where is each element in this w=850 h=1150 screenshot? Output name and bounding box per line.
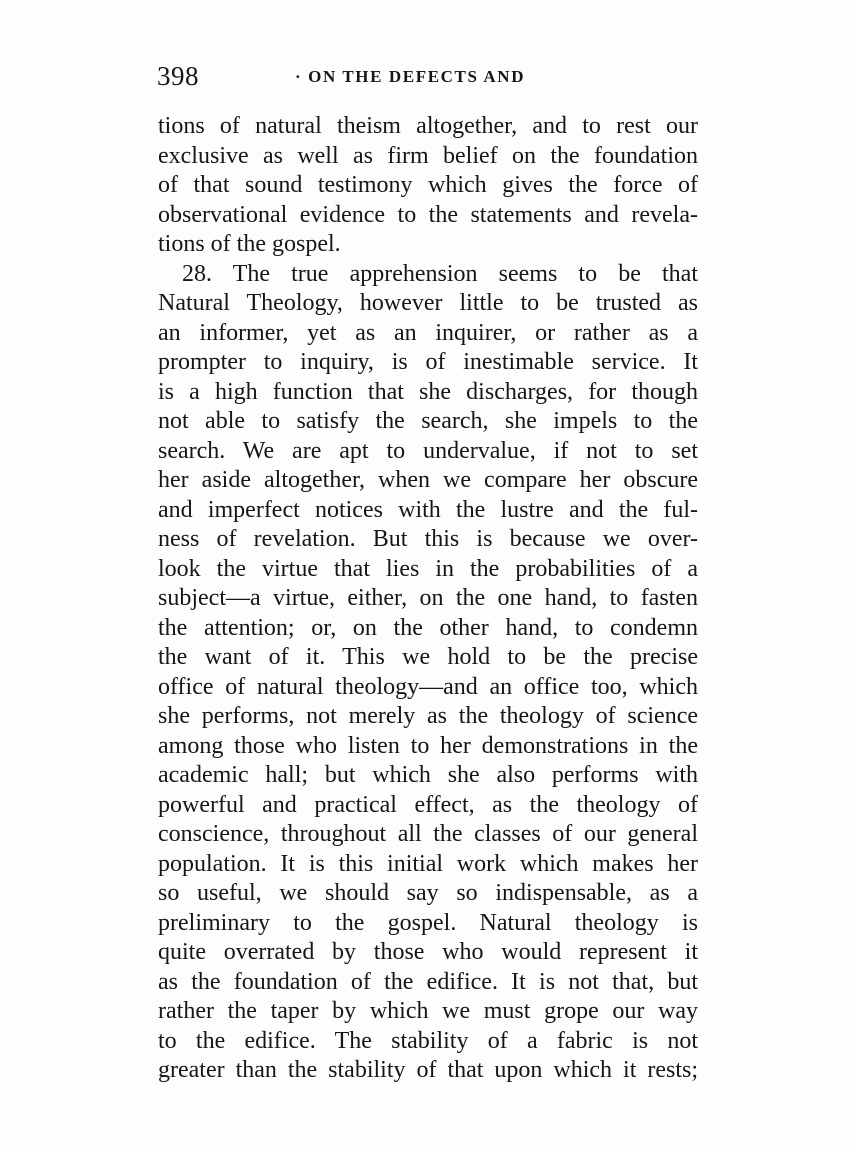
text-line: look the virtue that lies in the probabilities of a <box>158 555 698 582</box>
text-line: the want of it. This we hold to be the precise <box>158 644 698 670</box>
text-line: office of natural theology—and an office too, which <box>158 673 698 700</box>
text-line: search. We are apt to undervalue, if not to set <box>158 437 698 464</box>
text-line: greater than the stability of that upon which it rests; <box>158 1057 698 1083</box>
text-line: population. It is this initial work which makes her <box>158 850 698 877</box>
text-line: so useful, we should say so indispensable, as a <box>158 880 698 906</box>
text-line: tions of natural theism altogether, and to rest our <box>158 113 698 139</box>
text-line: quite overrated by those who would represent it <box>158 939 698 965</box>
text-line: rather the taper by which we must grope our way <box>158 998 698 1024</box>
text-line: and imperfect notices with the lustre and the ful- <box>158 496 698 523</box>
text-line: is a high function that she discharges, for though <box>158 378 698 405</box>
text-line: of that sound testimony which gives the force of <box>158 172 698 198</box>
text-line: preliminary to the gospel. Natural theology is <box>158 909 698 936</box>
text-line: prompter to inquiry, is of inestimable service. It <box>158 349 698 375</box>
paragraph-start-line: 28. The true apprehension seems to be that <box>182 260 698 287</box>
text-line: as the foundation of the edifice. It is not that, but <box>158 968 698 995</box>
text-line: not able to satisfy the search, she impels to the <box>158 408 698 434</box>
text-line: powerful and practical effect, as the theology of <box>158 791 698 818</box>
body-text <box>158 112 698 1086</box>
text-line: among those who listen to her demonstrations in the <box>158 732 698 759</box>
text-line: tions of the gospel. <box>158 231 341 257</box>
text-line: conscience, throughout all the classes of our general <box>158 821 698 847</box>
page-header <box>157 58 697 94</box>
text-line: the attention; or, on the other hand, to condemn <box>158 614 698 641</box>
text-line: she performs, not merely as the theology of science <box>158 703 698 729</box>
text-line: academic hall; but which she also performs with <box>158 762 698 788</box>
text-line: her aside altogether, when we compare her obscure <box>158 467 698 493</box>
text-line: Natural Theology, however little to be trusted as <box>158 290 698 316</box>
text-line: subject—a virtue, either, on the one hand, to fasten <box>158 585 698 611</box>
text-line: exclusive as well as firm belief on the foundation <box>158 142 698 169</box>
text-line: ness of revelation. But this is because we over- <box>158 526 698 552</box>
page-number: 398 <box>157 61 199 91</box>
text-line: to the edifice. The stability of a fabric is not <box>158 1027 698 1054</box>
running-head: · ON THE DEFECTS AND <box>295 67 526 86</box>
text-line: an informer, yet as an inquirer, or rather as a <box>158 319 698 346</box>
text-line: observational evidence to the statements and revela- <box>158 201 698 228</box>
